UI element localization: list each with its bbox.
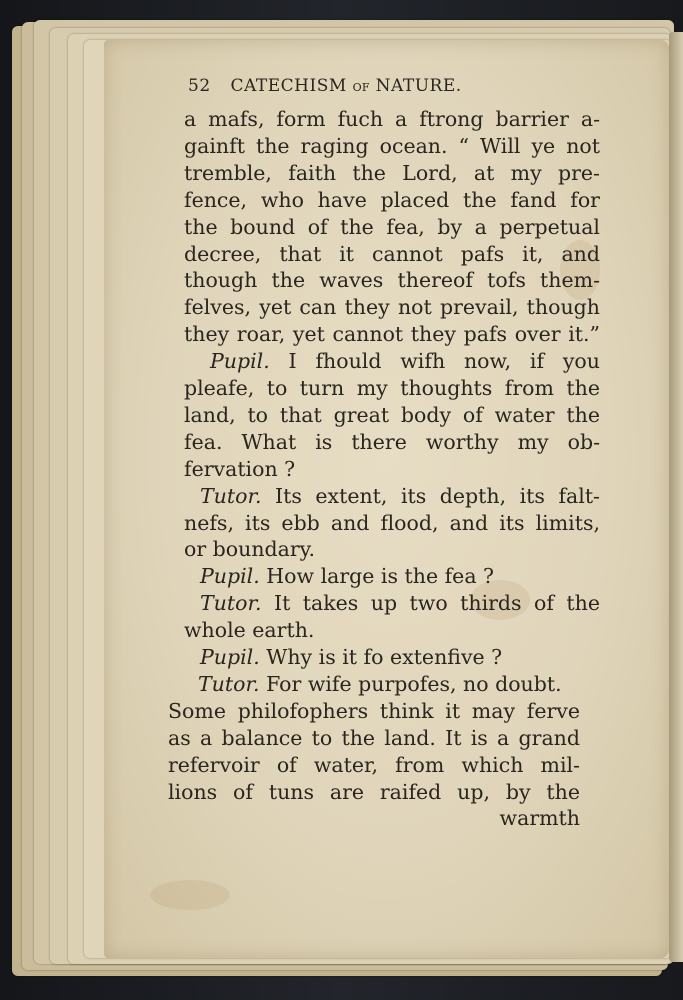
header-title-word: NATURE. <box>375 76 462 96</box>
line-text: tremble, faith the Lord, at my pre- <box>184 160 600 185</box>
text-line <box>184 294 600 320</box>
line-text: decree, that it cannot pafs it, and <box>184 241 600 266</box>
text-line <box>184 510 600 536</box>
text-line <box>168 779 580 805</box>
text-line <box>184 241 600 267</box>
speaker-label: Pupil. <box>210 349 270 374</box>
line-text: fence, who have placed the fand for <box>184 187 600 212</box>
line-text: refervoir of water, from which mil- <box>168 752 580 777</box>
line-text: Some philofophers think it may ferve <box>168 698 580 723</box>
line-text: land, to that great body of water the <box>184 402 600 427</box>
line-text: the bound of the fea, by a perpetual <box>184 214 600 239</box>
line-text: It takes up two thirds of the <box>274 591 600 616</box>
line-text: For wife purpofes, no doubt. <box>266 671 562 696</box>
line-text: though the waves thereof tofs them- <box>184 268 600 293</box>
text-line <box>184 160 600 186</box>
text-line <box>200 644 600 670</box>
line-text: Why is it fo extenfive ? <box>266 645 503 669</box>
line-text: whole earth. <box>184 618 315 643</box>
text-line <box>184 106 600 132</box>
text-line <box>184 429 600 455</box>
line-text: nefs, its ebb and flood, and its limits, <box>184 510 600 535</box>
line-text: a mafs, form fuch a ftrong barrier a- <box>184 107 600 131</box>
speaker-label: Pupil. <box>200 564 260 589</box>
line-text: as a balance to the land. It is a grand <box>168 725 580 750</box>
text-line <box>184 187 600 213</box>
line-text: pleafe, to turn my thoughts from the <box>184 376 600 400</box>
page-number: 52 <box>188 76 211 96</box>
catchword: warmth <box>499 806 580 831</box>
text-line <box>168 698 580 724</box>
line-text: fervation ? <box>184 456 296 481</box>
line-text: Its extent, its depth, its falt- <box>275 483 600 508</box>
text-line <box>168 752 580 778</box>
line-text: How large is the fea ? <box>266 564 495 589</box>
line-text: felves, yet can they not prevail, though <box>184 295 600 320</box>
speaker-label: Pupil. <box>200 645 260 669</box>
line-text: fea. What is there worthy my ob- <box>184 429 600 454</box>
speaker-label: Tutor. <box>200 483 262 508</box>
text-line <box>184 133 600 159</box>
text-line <box>184 402 600 428</box>
running-header <box>188 76 608 96</box>
text-line <box>184 375 600 401</box>
text-line <box>200 563 600 589</box>
line-text: I fhould wifh now, if you <box>288 349 600 374</box>
text-line <box>184 617 600 643</box>
text-line <box>184 456 600 482</box>
text-line <box>198 671 600 697</box>
speaker-label: Tutor. <box>200 591 262 616</box>
text-line <box>200 483 600 509</box>
header-title-of: OF <box>352 81 370 94</box>
speaker-label: Tutor. <box>198 671 260 696</box>
line-text: gainft the raging ocean. “ Will ye not <box>184 133 600 158</box>
text-line <box>184 267 600 293</box>
text-line <box>210 348 600 374</box>
line-text: they roar, yet cannot they pafs over it.” <box>184 322 600 347</box>
text-line <box>184 214 600 240</box>
line-text: lions of tuns are raifed up, by the <box>168 779 580 804</box>
header-title-word: CATECHISM <box>230 76 347 96</box>
line-text: or boundary. <box>184 537 316 562</box>
text-line <box>168 725 580 751</box>
text-line <box>184 321 600 347</box>
text-line <box>200 590 600 616</box>
text-line <box>184 536 600 562</box>
